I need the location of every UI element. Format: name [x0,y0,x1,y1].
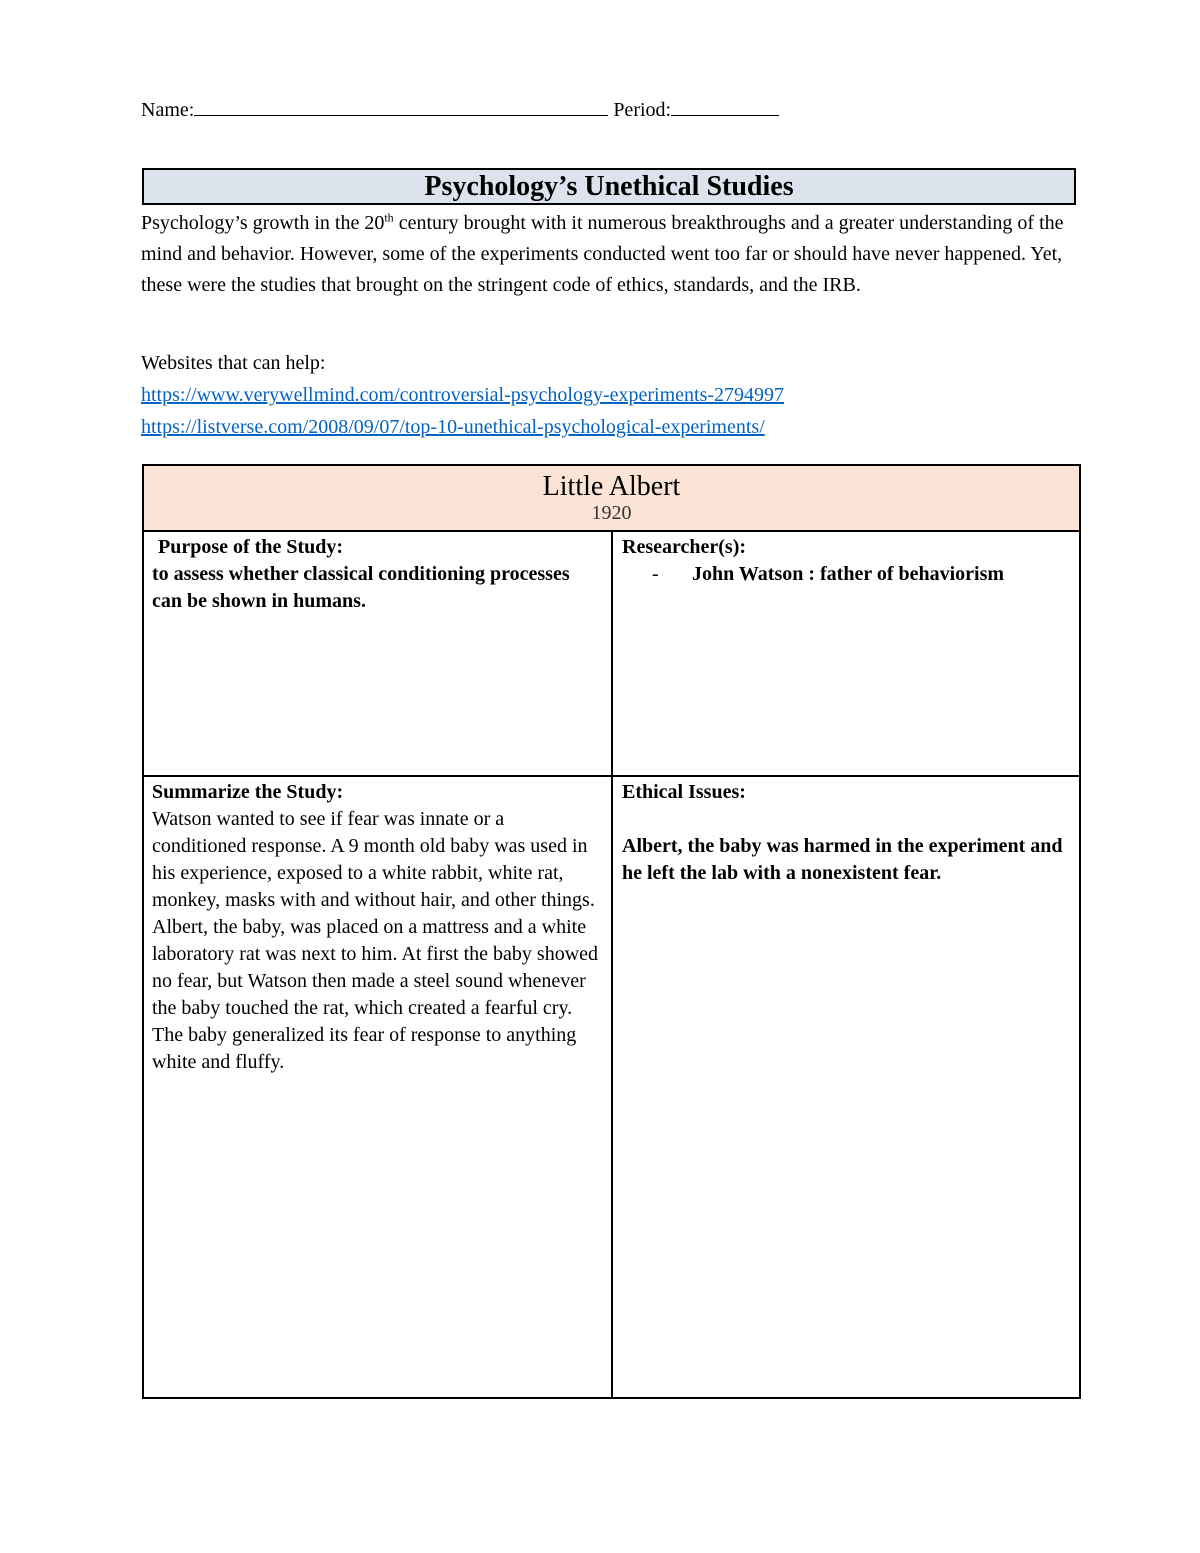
listverse-link[interactable]: https://listverse.com/2008/09/07/top-10-unethical-psychological-experiments/ [141,416,765,438]
researcher-cell[interactable] [622,534,1072,588]
ethics-label: Ethical Issues: [622,781,746,803]
study-name: Little Albert [542,471,681,502]
purpose-label: Purpose of the Study: [158,536,344,558]
study-header [144,466,1079,532]
period-label: Period: [613,99,672,121]
study-year: 1920 [591,502,632,524]
name-label: Name: [141,99,195,121]
page-title: Psychology’s Unethical Studies [142,168,1076,205]
verywellmind-link[interactable]: https://www.verywellmind.com/controversial-psychology-experiments-2794997 [141,384,785,406]
ethics-cell[interactable] [622,779,1072,887]
summary-label: Summarize the Study: [152,781,344,803]
name-period-line [141,98,779,122]
summary-cell[interactable] [152,779,602,1076]
intro-text-1: Psychology’s growth in the 20 [141,212,385,234]
purpose-cell[interactable] [152,534,602,615]
ethics-text: Albert, the baby was harmed in the experiment and he left the lab with a nonexistent fear. [622,835,1063,884]
summary-text: Watson wanted to see if fear was innate or a conditioned response. A 9 month old baby was used in his experience, exposed to a white rabbit, white rat, monkey, masks with and without hair, and other things. Albert, the baby, was placed on a mattress and a white laboratory rat was next to him. At first the baby showed no fear, but Watson then made a steel sound whenever the baby touched the rat, which created a fearful cry. The baby generalized its fear of response to anything white and fluffy. [152,808,599,1073]
row-divider [144,775,1079,777]
study-table [142,464,1081,1399]
intro-paragraph [141,208,1081,301]
websites-label: Websites that can help: [141,352,326,374]
column-divider [611,532,613,1399]
researcher-item [622,561,1072,588]
researcher-name: John Watson : father of behaviorism [692,563,1005,585]
bullet-dash: - [652,563,659,585]
researcher-label: Researcher(s): [622,536,747,558]
purpose-text: to assess whether classical conditioning processes can be shown in humans. [152,563,570,612]
name-field[interactable] [194,98,608,116]
intro-superscript: th [384,210,394,225]
intro-text-2: century brought with it numerous breakthroughs and a greater understanding of the mind and behavior. However, some of the experiments conducted went too far or should have never happened. Yet, these were the studies that brought on the stringent code of ethics, standards, and the IRB. [141,212,1064,296]
spacer [622,806,1072,833]
period-field[interactable] [671,98,779,116]
